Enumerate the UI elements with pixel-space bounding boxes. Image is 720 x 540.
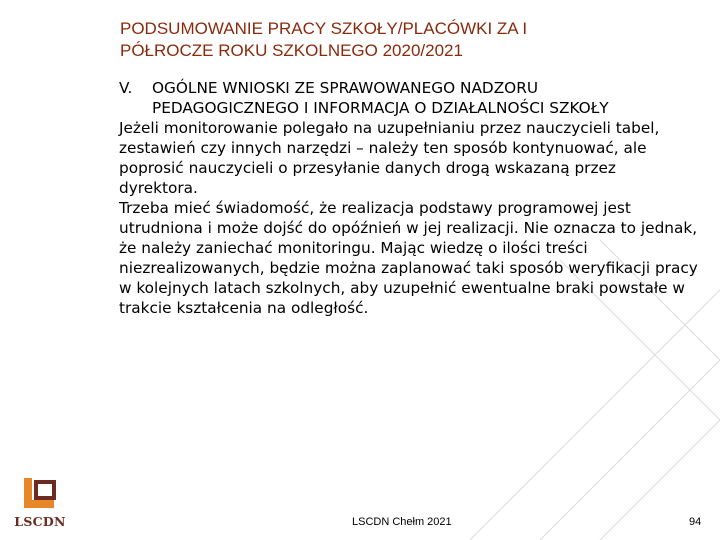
page-number: 94 [689, 516, 702, 528]
section-heading-line-1: OGÓLNE WNIOSKI ZE SPRAWOWANEGO NADZORU [152, 79, 539, 97]
paragraph-1: Jeżeli monitorowanie polegało na uzupełnianiu przez nauczycieli tabel, zestawień czy innych narzędzi – należy ten sposób kontynuować, ale poprosić nauczycieli o przesyłanie danych drogą wskazaną przez dyrektora. [119, 119, 660, 197]
logo-mark-icon [10, 474, 70, 514]
section-number: V. [119, 79, 133, 97]
title-line-2: PÓŁROCZE ROKU SZKOLNEGO 2020/2021 [120, 41, 463, 60]
section-heading-line-2: PEDAGOGICZNEGO I INFORMACJA O DZIAŁALNOŚCI SZKOŁY [152, 99, 609, 117]
logo-text: LSCDN [14, 514, 66, 529]
content-body [119, 78, 699, 318]
footer-text: LSCDN Chełm 2021 [352, 516, 452, 528]
title-line-1: PODSUMOWANIE PRACY SZKOŁY/PLACÓWKI ZA I [120, 19, 528, 38]
lscdn-logo [10, 474, 70, 532]
page-title [120, 18, 680, 62]
section-heading [119, 78, 699, 118]
paragraph-2: Trzeba mieć świadomość, że realizacja podstawy programowej jest utrudniona i może dojść do opóźnień w jej realizacji. Nie oznacza to jednak, że należy zaniechać monitoringu. Mając wiedzę o ilości treści niezrealizowanych, będzie można zaplanować taki sposób weryfikacji pracy w kolejnych latach szkolnych, aby uzupełnić ewentualne braki powstałe w trakcie kształcenia na odległość. [119, 199, 698, 317]
